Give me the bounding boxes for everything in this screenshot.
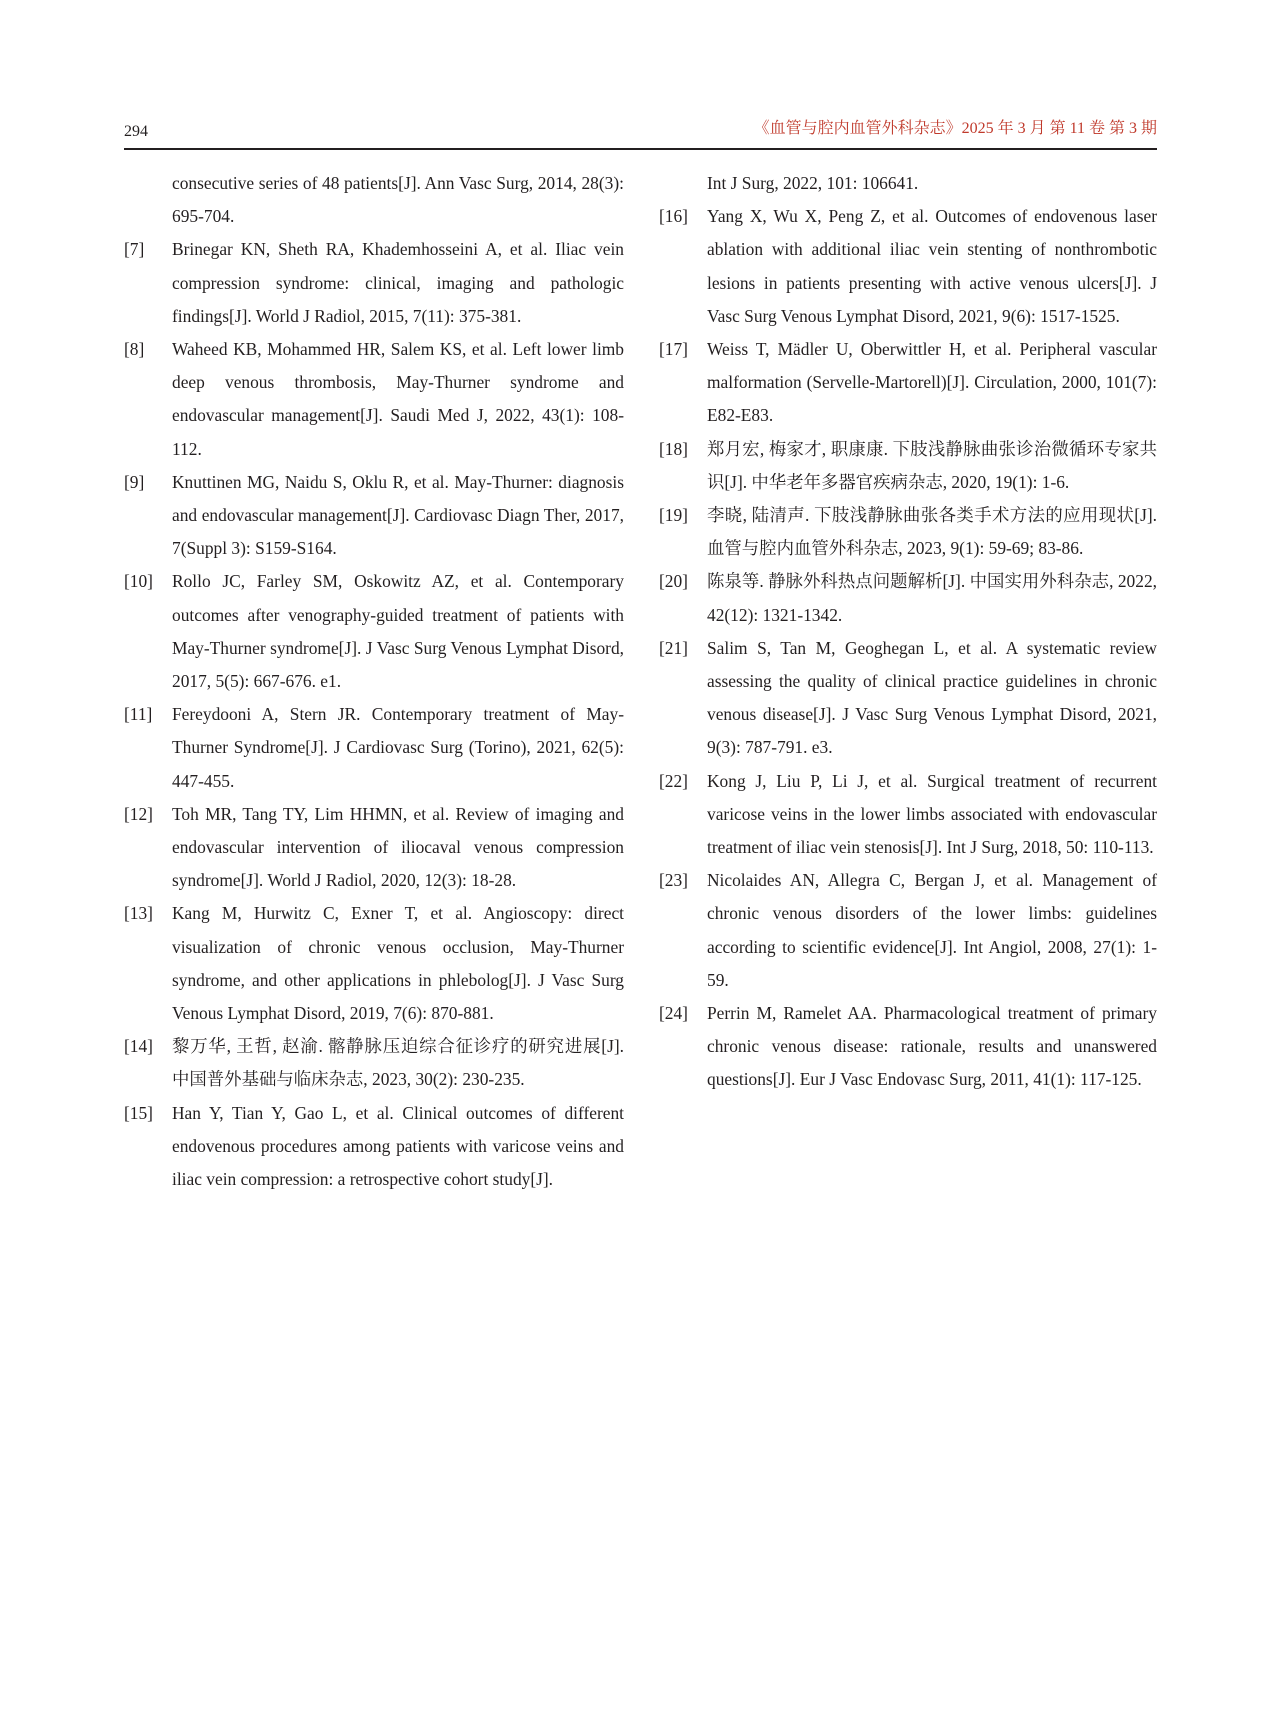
reference-text: Toh MR, Tang TY, Lim HHMN, et al. Review of imaging and endovascular intervention of iliocaval venous compression syndrome[J]. World J Radiol, 2020, 12(3): 18-28. [172, 803, 624, 891]
reference-number: [7] [124, 239, 145, 260]
reference-item [659, 333, 1157, 433]
page-number: 294 [124, 123, 148, 140]
journal-title: 《血管与腔内血管外科杂志》2025 年 3 月 第 11 卷 第 3 期 [753, 120, 1157, 137]
reference-text: Yang X, Wu X, Peng Z, et al. Outcomes of endovenous laser ablation with additional iliac vein stenting of nonthrombotic lesions in patients presenting with active venous ulcers[J]. J Vasc Surg Venous Lymphat Disord, 2021, 9(6): 1517-1525. [707, 206, 1157, 326]
reference-number: [10] [124, 571, 153, 592]
reference-item [124, 698, 624, 798]
reference-text: consecutive series of 48 patients[J]. Ann Vasc Surg, 2014, 28(3): 695-704. [172, 173, 624, 227]
reference-text: Rollo JC, Farley SM, Oskowitz AZ, et al. Contemporary outcomes after venography-guided treatment of patients with May-Thurner syndrome[J]. J Vasc Surg Venous Lymphat Disord, 2017, 5(5): 667-676. e1. [172, 571, 624, 692]
reference-item [124, 233, 624, 333]
reference-number: [22] [659, 770, 688, 791]
reference-item [659, 997, 1157, 1097]
reference-text: Nicolaides AN, Allegra C, Bergan J, et al. Management of chronic venous disorders of the lower limbs: guidelines according to scientific evidence[J]. Int Angiol, 2008, 27(1): 1-59. [707, 870, 1157, 990]
reference-item [659, 499, 1157, 565]
reference-number: [13] [124, 903, 153, 924]
reference-number: [12] [124, 803, 153, 824]
reference-list-right [659, 167, 1157, 1097]
reference-text: Knuttinen MG, Naidu S, Oklu R, et al. May-Thurner: diagnosis and endovascular management[J]. Cardiovasc Diagn Ther, 2017, 7(Suppl 3): S159-S164. [172, 471, 624, 559]
reference-number: [21] [659, 637, 688, 658]
reference-item [659, 632, 1157, 765]
reference-text: Int J Surg, 2022, 101: 106641. [707, 173, 919, 193]
reference-number: [14] [124, 1036, 153, 1057]
reference-number: [16] [659, 206, 688, 227]
reference-text: Perrin M, Ramelet AA. Pharmacological treatment of primary chronic venous disease: rationale, results and unanswered questions[J]. Eur J Vasc Endovasc Surg, 2011, 41(1): 117-125. [707, 1003, 1157, 1090]
reference-item [659, 765, 1157, 865]
reference-text: 陈泉等. 静脉外科热点问题解析[J]. 中国实用外科杂志, 2022, 42(12): 1321-1342. [707, 571, 1157, 625]
reference-item [124, 798, 624, 898]
reference-number: [11] [124, 704, 153, 725]
reference-number: [19] [659, 505, 688, 526]
reference-text: Han Y, Tian Y, Gao L, et al. Clinical outcomes of different endovenous procedures among patients with varicose veins and iliac vein compression: a retrospective cohort study[J]. [172, 1102, 624, 1190]
reference-item [124, 1097, 624, 1197]
reference-item [124, 565, 624, 698]
reference-item [659, 200, 1157, 333]
reference-number: [24] [659, 1003, 688, 1024]
reference-text: 郑月宏, 梅家才, 职康康. 下肢浅静脉曲张诊治微循环专家共识[J]. 中华老年多器官疾病杂志, 2020, 19(1): 1-6. [707, 438, 1157, 492]
reference-text: Fereydooni A, Stern JR. Contemporary treatment of May-Thurner Syndrome[J]. J Cardiovasc Surg (Torino), 2021, 62(5): 447-455. [172, 704, 624, 791]
reference-number: [17] [659, 339, 688, 360]
reference-text: Weiss T, Mädler U, Oberwittler H, et al. Peripheral vascular malformation (Servelle-Martorell)[J]. Circulation, 2000, 101(7): E82-E83. [707, 339, 1157, 426]
reference-item [124, 466, 624, 566]
reference-number: [23] [659, 870, 688, 891]
reference-text: Kang M, Hurwitz C, Exner T, et al. Angioscopy: direct visualization of chronic venous occlusion, May-Thurner syndrome, and other applications in phlebolog[J]. J Vasc Surg Venous Lymphat Disord, 2019, 7(6): 870-881. [172, 903, 624, 1024]
reference-text: Salim S, Tan M, Geoghegan L, et al. A systematic review assessing the quality of clinical practice guidelines in chronic venous disease[J]. J Vasc Surg Venous Lymphat Disord, 2021, 9(3): 787-791. e3. [707, 637, 1157, 758]
reference-number: [18] [659, 438, 688, 459]
reference-number: [20] [659, 571, 688, 592]
reference-text: Brinegar KN, Sheth RA, Khademhosseini A, et al. Iliac vein compression syndrome: clinical, imaging and pathologic findings[J]. World J Radiol, 2015, 7(11): 375-381. [172, 239, 624, 326]
reference-text: Kong J, Liu P, Li J, et al. Surgical treatment of recurrent varicose veins in the lower limbs associated with endovascular treatment of iliac vein stenosis[J]. Int J Surg, 2018, 50: 110-113. [707, 770, 1157, 858]
reference-number: [15] [124, 1102, 153, 1123]
running-header [124, 116, 1157, 150]
reference-item [659, 565, 1157, 631]
reference-list-left [124, 167, 624, 1196]
reference-text: Waheed KB, Mohammed HR, Salem KS, et al. Left lower limb deep venous thrombosis, May-Thurner syndrome and endovascular management[J]. Saudi Med J, 2022, 43(1): 108-112. [172, 339, 624, 459]
reference-item [659, 167, 1157, 200]
reference-text: 李晓, 陆清声. 下肢浅静脉曲张各类手术方法的应用现状[J]. 血管与腔内血管外科杂志, 2023, 9(1): 59-69; 83-86. [707, 505, 1157, 559]
reference-number: [9] [124, 471, 145, 492]
reference-number: [8] [124, 339, 145, 360]
reference-item [659, 864, 1157, 997]
reference-item [124, 167, 624, 233]
reference-item [124, 897, 624, 1030]
reference-item [659, 433, 1157, 499]
reference-item [124, 1030, 624, 1096]
reference-text: 黎万华, 王哲, 赵渝. 髂静脉压迫综合征诊疗的研究进展[J]. 中国普外基础与临床杂志, 2023, 30(2): 230-235. [172, 1036, 624, 1090]
reference-item [124, 333, 624, 466]
